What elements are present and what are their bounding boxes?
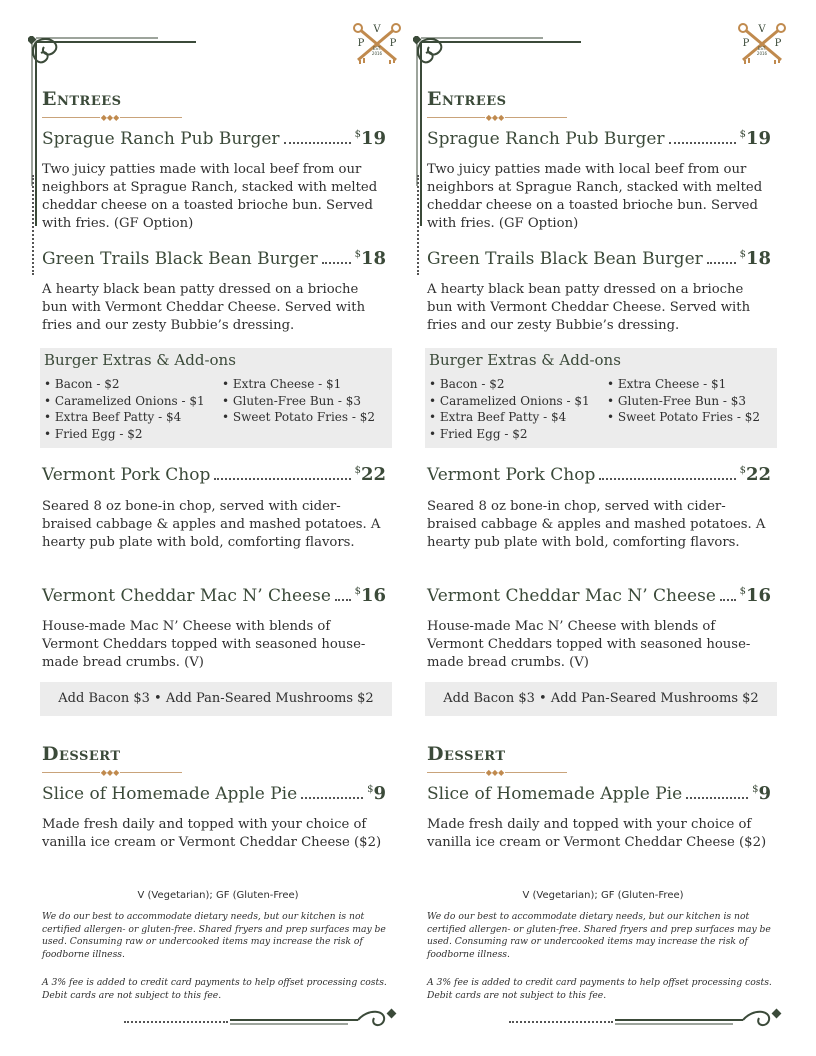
item-name: Green Trails Black Bean Burger [427,249,703,269]
item-description: House-made Mac N’ Cheese with blends of Vermont Cheddars topped with seasoned house-made bread crumbs. (V) [427,619,751,670]
logo-est: EST. [372,46,382,51]
item-description: A hearty black bean patty dressed on a brioche bun with Vermont Cheddar Cheese. Served with fries and our zesty Bubbie’s dressing. [427,282,751,333]
logo-letter-top: V [758,24,766,35]
item-price: $19 [354,128,386,149]
burger-extras-box [40,348,392,448]
item-name: Sprague Ranch Pub Burger [427,129,665,149]
extras-column-2 [607,376,760,426]
extras-item: • Fried Egg - $2 [44,426,143,441]
diamond-ornament-icon: ◆◆◆ [100,768,120,777]
dietary-legend: V (Vegetarian); GF (Gluten-Free) [137,890,299,901]
item-name: Slice of Homemade Apple Pie [42,784,298,804]
item-price: $9 [752,783,771,804]
logo-crossed-keys-icon [735,22,789,66]
menu-item-pub-burger [427,128,771,149]
section-rule [42,113,182,122]
menu-item-mac-n-cheese [42,585,386,606]
item-price: $22 [354,464,386,485]
burger-extras-box [425,348,777,448]
side-dotted-rule [417,175,419,275]
dot-leader [335,599,351,601]
extras-item: • Extra Beef Patty - $4 [429,410,567,424]
menu-panel-right [407,0,799,1056]
item-price: $19 [739,128,771,149]
logo-crossed-keys-icon [350,22,404,66]
extras-item: • Caramelized Onions - $1 [44,393,205,408]
item-price: $18 [739,248,771,269]
section-rule [427,768,567,777]
mac-addons-bar: Add Bacon $3 • Add Pan-Seared Mushrooms $2 [40,682,392,716]
item-name: Sprague Ranch Pub Burger [42,129,280,149]
extras-column-1 [429,376,590,442]
logo-letter-left: P [357,38,365,49]
logo-letter-top: V [373,24,381,35]
section-title-entrees: Entrees [42,88,122,110]
mac-addons-bar: Add Bacon $3 • Add Pan-Seared Mushrooms $2 [425,682,777,716]
logo-letter-left: P [742,38,750,49]
menu-item-black-bean-burger [427,248,771,269]
menu-item-pork-chop [427,464,771,485]
dot-leader [599,478,735,480]
extras-item: • Extra Beef Patty - $4 [44,410,182,424]
item-description: Seared 8 oz bone-in chop, served with cider-braised cabbage & apples and mashed potatoes. A hearty pub plate with bold, comforting flavors. [42,499,381,550]
item-description: Two juicy patties made with local beef from our neighbors at Sprague Ranch, stacked with melted cheddar cheese on a toasted brioche bun. Served with fries. (GF Option) [42,162,378,231]
extras-item: • Extra Cheese - $1 [222,377,342,391]
section-title-dessert: Dessert [427,743,506,765]
section-rule [427,113,567,122]
menu-item-apple-pie [427,783,771,804]
extras-title: Burger Extras & Add-ons [44,351,236,369]
section-title-dessert: Dessert [42,743,121,765]
extras-item: • Fried Egg - $2 [429,426,528,441]
item-price: $16 [739,585,771,606]
diamond-ornament-icon: ◆◆◆ [100,113,120,122]
bottom-dotted-rule [509,1021,613,1023]
item-description: A hearty black bean patty dressed on a brioche bun with Vermont Cheddar Cheese. Served with fries and our zesty Bubbie’s dressing. [42,282,366,333]
item-price: $22 [739,464,771,485]
menu-item-mac-n-cheese [427,585,771,606]
section-rule [42,768,182,777]
extras-item: • Gluten-Free Bun - $3 [607,393,747,408]
item-price: $9 [367,783,386,804]
item-price: $18 [354,248,386,269]
dot-leader [284,142,351,144]
item-description: Made fresh daily and topped with your choice of vanilla ice cream or Vermont Cheddar Cheese ($2) [427,817,767,850]
card-fee-note: A 3% fee is added to credit card payments to help offset processing costs. Debit cards are not subject to this fee. [427,977,772,1001]
extras-item: • Extra Cheese - $1 [607,377,727,391]
item-description: Seared 8 oz bone-in chop, served with cider-braised cabbage & apples and mashed potatoes. A hearty pub plate with bold, comforting flavors. [427,499,766,550]
menu-panel-left [22,0,414,1056]
menu-item-apple-pie [42,783,386,804]
allergen-disclaimer: We do our best to accommodate dietary needs, but our kitchen is not certified allergen- or gluten-free. Shared fryers and prep surfaces may be used. Consuming raw or undercooked items may increase the risk of foodborne illness. [427,911,771,960]
item-description: Two juicy patties made with local beef from our neighbors at Sprague Ranch, stacked with melted cheddar cheese on a toasted brioche bun. Served with fries. (GF Option) [427,162,763,231]
dot-leader [301,797,363,799]
extras-item: • Sweet Potato Fries - $2 [607,410,760,424]
logo-year: 2016 [371,51,383,56]
bottom-flourish-icon [228,1002,398,1032]
logo-est: EST. [757,46,767,51]
dot-leader [669,142,736,144]
dot-leader [720,599,736,601]
extras-item: • Bacon - $2 [44,377,120,391]
diamond-ornament-icon: ◆◆◆ [485,113,505,122]
extras-item: • Gluten-Free Bun - $3 [222,393,362,408]
dietary-legend: V (Vegetarian); GF (Gluten-Free) [522,890,684,901]
menu-item-black-bean-burger [42,248,386,269]
menu-item-pork-chop [42,464,386,485]
extras-column-2 [222,376,375,426]
dot-leader [707,262,736,264]
dot-leader [214,478,350,480]
logo-year: 2016 [756,51,768,56]
dot-leader [686,797,748,799]
side-dotted-rule [32,175,34,275]
item-price: $16 [354,585,386,606]
diamond-ornament-icon: ◆◆◆ [485,768,505,777]
item-name: Vermont Pork Chop [42,465,211,485]
menu-item-pub-burger [42,128,386,149]
item-name: Green Trails Black Bean Burger [42,249,318,269]
allergen-disclaimer: We do our best to accommodate dietary needs, but our kitchen is not certified allergen- or gluten-free. Shared fryers and prep surfaces may be used. Consuming raw or undercooked items may increase the risk of foodborne illness. [42,911,386,960]
logo-letter-right: P [389,38,397,49]
extras-item: • Sweet Potato Fries - $2 [222,410,375,424]
item-name: Vermont Pork Chop [427,465,596,485]
extras-column-1 [44,376,205,442]
extras-item: • Caramelized Onions - $1 [429,393,590,408]
item-description: House-made Mac N’ Cheese with blends of Vermont Cheddars topped with seasoned house-made bread crumbs. (V) [42,619,366,670]
dot-leader [322,262,351,264]
bottom-flourish-icon [613,1002,783,1032]
bottom-dotted-rule [124,1021,228,1023]
extras-title: Burger Extras & Add-ons [429,351,621,369]
section-title-entrees: Entrees [427,88,507,110]
item-name: Vermont Cheddar Mac N’ Cheese [427,586,716,606]
item-name: Vermont Cheddar Mac N’ Cheese [42,586,331,606]
card-fee-note: A 3% fee is added to credit card payments to help offset processing costs. Debit cards are not subject to this fee. [42,977,387,1001]
item-description: Made fresh daily and topped with your choice of vanilla ice cream or Vermont Cheddar Cheese ($2) [42,817,382,850]
extras-item: • Bacon - $2 [429,377,505,391]
item-name: Slice of Homemade Apple Pie [427,784,683,804]
logo-letter-right: P [774,38,782,49]
